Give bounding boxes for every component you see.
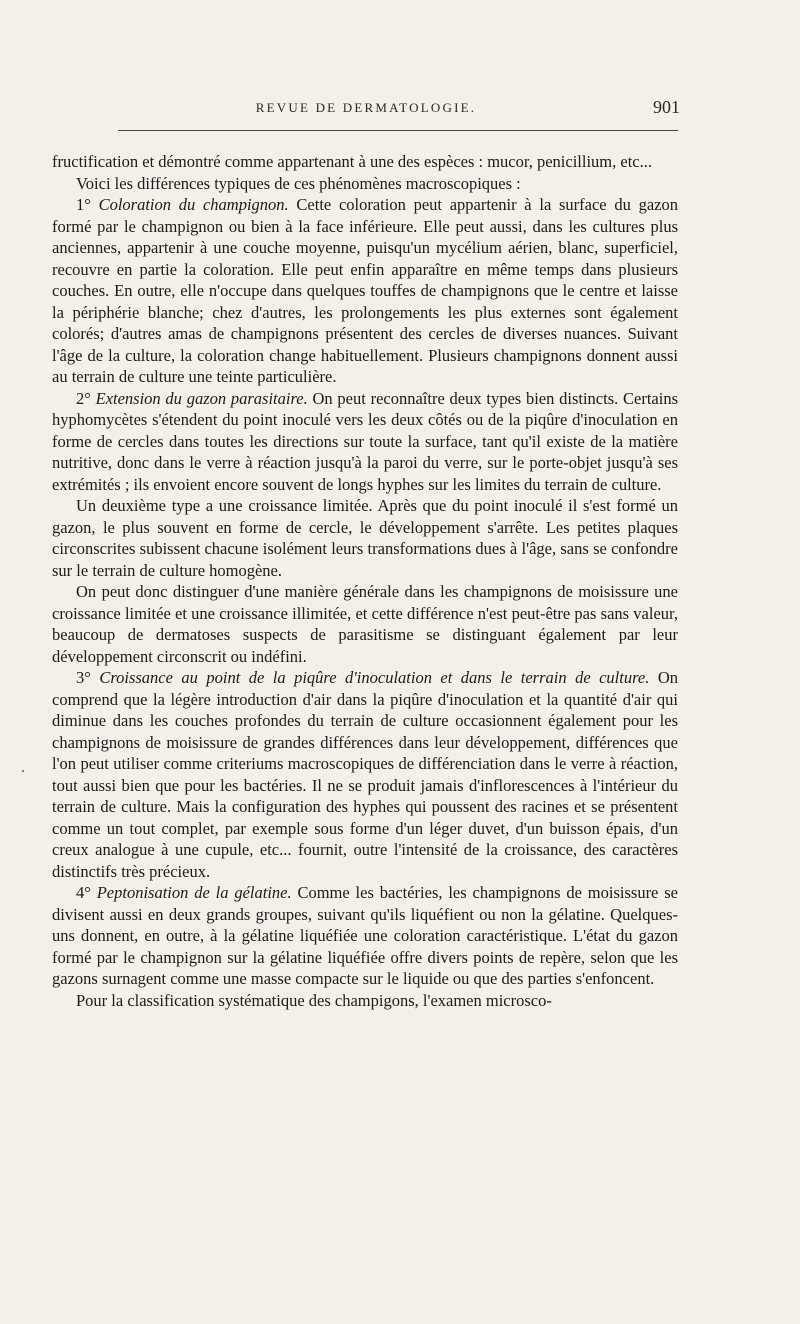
text-run: Voici les différences typiques de ces phénomènes macroscopiques : [76, 173, 521, 193]
text-run: On peut donc distinguer d'une manière générale dans les champignons de moisissure une croissance limitée et une croissance illimitée, et cette différence n'est peut-être pas sans valeur, beaucoup de dermatoses suspects de parasitisme se distinguant également par leur développement circonscrit ou indéfini. [52, 582, 678, 666]
text-run: Pour la classification systématique des champigons, l'examen microsco- [76, 990, 552, 1010]
paragraph [52, 194, 678, 388]
body-text [52, 151, 678, 1011]
text-run: On peut reconnaître deux types bien distincts. Certains hyphomycètes s'étendent du point inoculé vers les deux côtés ou de la piqûre d'inoculation en forme de cercles dans toutes les directions sur toute la surface, tant qu'il existe de la matière nutritive, donc dans le verre à réaction jusqu'à la paroi du verre, sur le porte-objet jusqu'à ses extrémités ; ils envoient encore souvent de longs hyphes sur les limites du terrain de culture. [52, 388, 678, 494]
header-rule [118, 130, 678, 131]
section-heading: Peptonisation de la gélatine. [96, 883, 292, 902]
section-heading: Extension du gazon parasitaire. [95, 388, 308, 408]
section-heading: Coloration du champignon. [98, 195, 289, 214]
page-number: 901 [653, 97, 680, 117]
section-heading: Croissance au point de la piqûre d'inoculation et dans le terrain de culture. [99, 668, 650, 687]
paragraph [52, 667, 678, 882]
text-run: Cette coloration peut appartenir à la surface du gazon formé par le champignon ou bien à la face inférieure. Elle peut aussi, dans les cultures plus anciennes, appartenir à une couche moyenne, puisqu'un mycélium aérien, blanc, superficiel, recouvre en partie la coloration. Elle peut enfin apparaître en même temps dans plusieurs couches. En outre, elle n'occupe dans quelques touffes de champignons que le centre et laisse la périphérie blanche; chez d'autres, les prolongements les plus externes sont également colorés; d'autres amas de champignons présentent des cercles de diverses nuances. Suivant l'âge de la culture, la coloration change habituellement. Plusieurs champignons donnent aussi au terrain de culture une teinte particulière. [52, 195, 678, 386]
paragraph [52, 388, 678, 496]
text-run: 4° [76, 883, 97, 902]
text-run: fructification et démontré comme appartenant à une des espèces : mucor, penicillium, etc... [52, 152, 652, 171]
paragraph [52, 151, 678, 173]
running-title: REVUE DE DERMATOLOGIE. [255, 100, 477, 115]
text-run: On comprend que la légère introduction d'air dans la piqûre d'inoculation et la quantité d'air qui diminue dans les couches profondes du terrain de culture occasionnent également pour les champignons de moisissure de grandes différences dans leur développement, différences que l'on peut utiliser comme criteriums macroscopiques de différenciation dans le verre à réaction, tout aussi bien que pour les bactéries. Il ne se produit jamais d'inflorescences à l'intérieur du terrain de culture. Mais la configuration des hyphes qui poussent des racines et se présentent comme un tout complet, par exemple sous forme d'un léger duvet, d'un buisson épais, d'un creux analogue à une cupule, etc... fournit, outre l'intensité de la croissance, des caractères distinctifs très précieux. [52, 668, 678, 881]
text-run: Comme les bactéries, les champignons de moisissure se divisent aussi en deux grands groupes, suivant qu'ils liquéfient ou non la gélatine. Quelques-uns donnent, en outre, à la gélatine liquéfiée une coloration caractéristique. L'état du gazon formé par le champignon sur la gélatine liquéfiée offre divers points de repère, selon que les gazons surnagent comme une masse compacte sur le liquide ou que des parties s'enfoncent. [52, 883, 678, 988]
running-head [52, 97, 680, 124]
text-run: Un deuxième type a une croissance limitée. Après que du point inoculé il s'est formé un gazon, le plus souvent en forme de cercle, le développement s'arrête. Les petites plaques circonscrites subissent chacune isolément leurs transformations dues à l'âge, sans se confondre sur le terrain de culture homogène. [52, 496, 678, 580]
paragraph [52, 581, 678, 667]
paragraph [52, 173, 678, 195]
text-run: 1° [76, 195, 99, 214]
paragraph [52, 882, 678, 990]
margin-speck [22, 770, 24, 772]
text-run: 3° [76, 668, 100, 687]
paragraph [52, 495, 678, 581]
text-run: 2° [76, 388, 96, 408]
paragraph [52, 990, 678, 1012]
